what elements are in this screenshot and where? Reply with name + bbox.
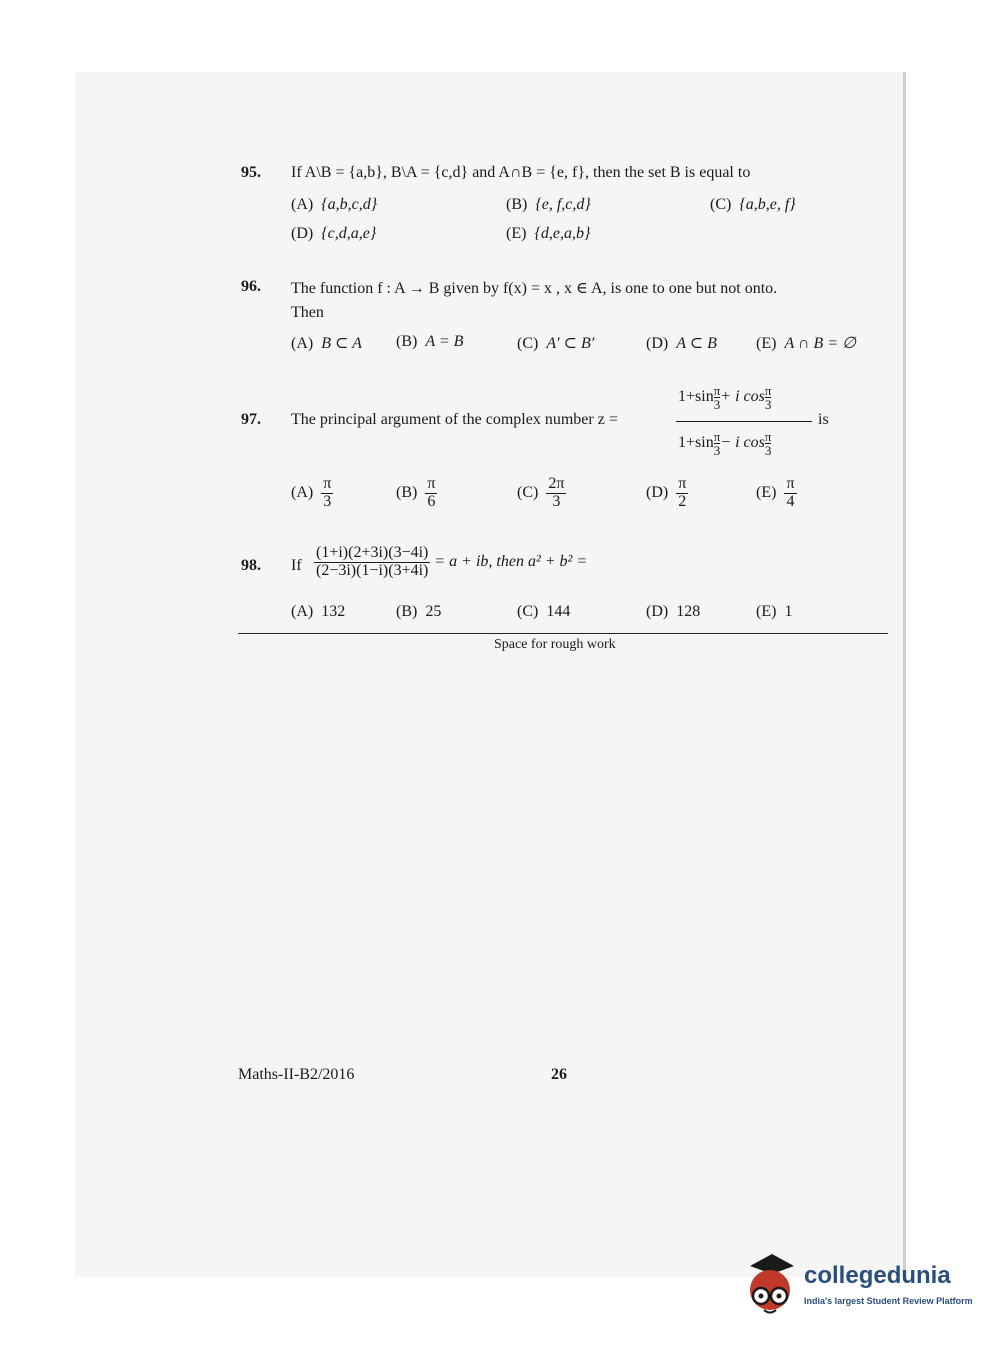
question-97-stem: The principal argument of the complex number z =: [291, 411, 618, 428]
logo-wordmark: collegedunia: [804, 1262, 951, 1289]
question-95-number: 95.: [241, 164, 261, 181]
q97-fraction-denominator: 1+sin $\frac{\pi}{3}$ − i cos $\frac{\pi}{3}$: [678, 429, 772, 458]
paper-code: Maths-II-B2/2016: [238, 1066, 355, 1083]
q95-option-c: (C) {a,b,e, f}: [710, 196, 796, 213]
logo-tagline: India's largest Student Review Platform: [804, 1296, 973, 1306]
q97-option-a: (A) $\frac{\pi}{3}$: [291, 475, 332, 510]
q97-option-e: (E) $\frac{\pi}{4}$: [756, 475, 795, 510]
q97-fraction-numerator: 1+sin $\frac{\pi}{3}$ + i cos $\frac{\pi}{3}$: [678, 383, 772, 412]
q95-option-e: (E) {d,e,a,b}: [506, 225, 591, 242]
q98-option-c: (C) 144: [517, 603, 571, 620]
rough-work-label: Space for rough work: [494, 637, 616, 652]
q97-tail: is: [818, 411, 829, 428]
q95-option-a: (A) {a,b,c,d}: [291, 196, 378, 213]
q98-option-b: (B) 25: [396, 603, 442, 620]
q98-option-d: (D) 128: [646, 603, 701, 620]
question-96-stem: The function f : A → B given by f(x) = x , x ∈ A, is one to one but not onto.: [291, 280, 778, 297]
question-98-if: If: [291, 557, 302, 574]
q96-option-c: (C) A′ ⊂ B′: [517, 335, 595, 352]
q98-option-a: (A) 132: [291, 603, 346, 620]
q96-option-b: (B) A = B: [396, 333, 464, 350]
exam-page: [75, 72, 906, 1277]
question-98-number: 98.: [241, 557, 261, 574]
q96-option-a: (A) B ⊂ A: [291, 335, 362, 352]
q95-option-b: (B) {e, f,c,d}: [506, 196, 591, 213]
question-97-number: 97.: [241, 411, 261, 428]
collegedunia-logo: [744, 1252, 974, 1322]
question-95-stem: If A\B = {a,b}, B\A = {c,d} and A∩B = {e, f}, then the set B is equal to: [291, 164, 751, 181]
q97-option-c: (C) $\frac{2\pi}{3}$: [517, 475, 565, 510]
rough-work-divider: [238, 633, 888, 634]
q98-option-e: (E) 1: [756, 603, 793, 620]
mascot-icon: [744, 1252, 800, 1322]
q97-fraction-bar: [676, 421, 812, 422]
question-96-number: 96.: [241, 278, 261, 295]
q97-option-d: (D) $\frac{\pi}{2}$: [646, 475, 687, 510]
page-number: 26: [551, 1066, 567, 1083]
q96-option-e: (E) A ∩ B = ∅: [756, 335, 856, 352]
question-96-stem-line2: Then: [291, 304, 324, 321]
question-98-expression: $\frac{(1+i)(2+3i)(3-4i)}{(2-3i)(1-i)(3+4i)}$ = a + ib, then a² + b² =: [316, 544, 588, 579]
q96-option-d: (D) A ⊂ B: [646, 335, 717, 352]
q95-option-d: (D) {c,d,a,e}: [291, 225, 377, 242]
q97-option-b: (B) $\frac{\pi}{6}$: [396, 475, 436, 510]
